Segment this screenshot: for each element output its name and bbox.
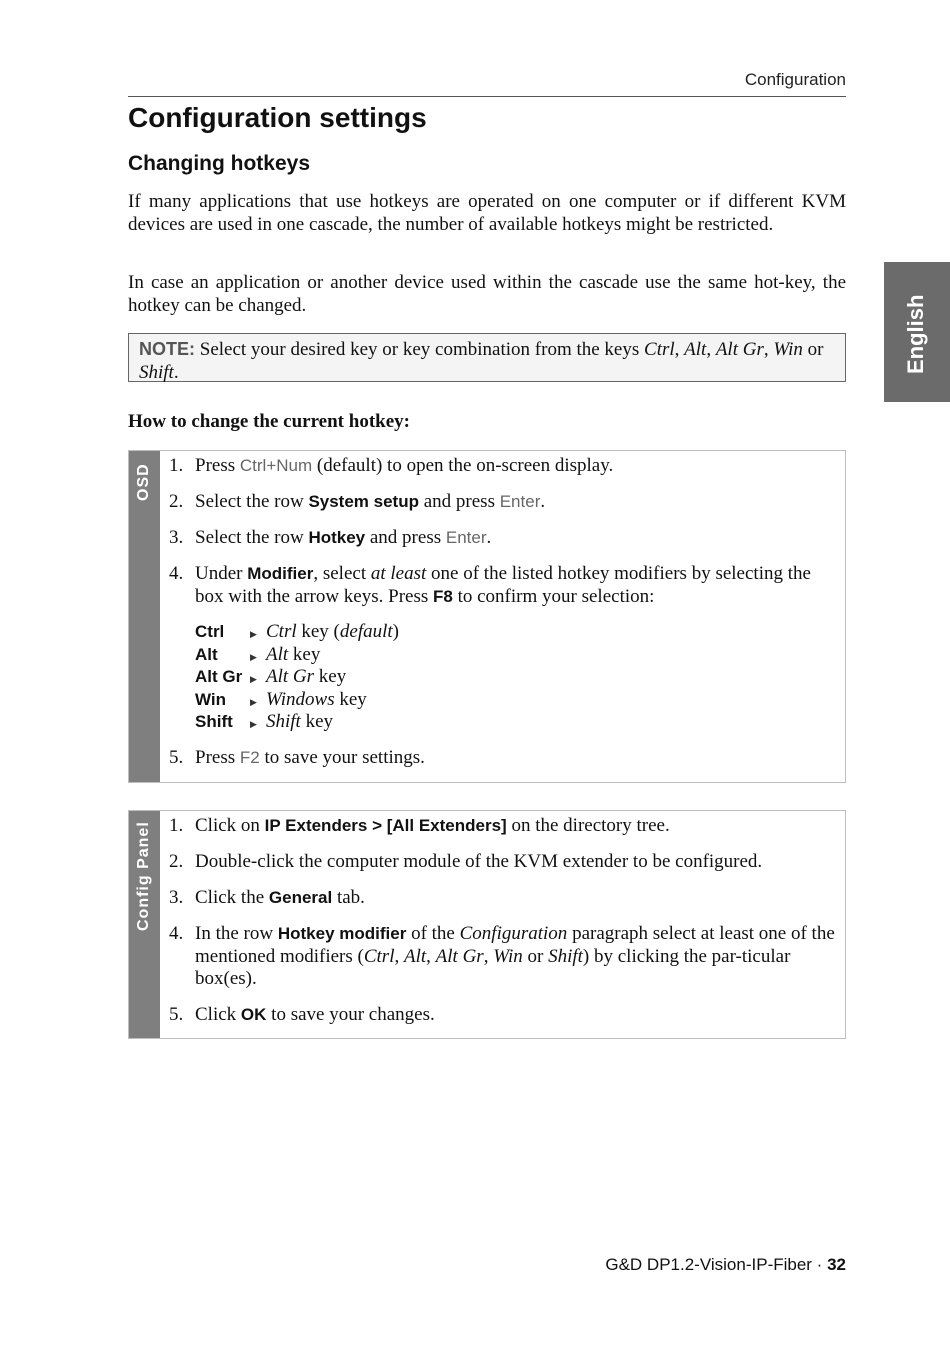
step-text: paragraph select at least one of the mentioned modifiers ( bbox=[195, 923, 835, 967]
step-text: In the row bbox=[195, 923, 278, 944]
step-text: ) by clicking the par-ticular box(es). bbox=[195, 945, 791, 989]
note-end: . bbox=[173, 361, 179, 383]
triangle-right-icon: ▶ bbox=[250, 719, 257, 729]
config-panel-instructions-box bbox=[128, 810, 846, 1039]
modifier-desc-em: Shift bbox=[266, 711, 301, 732]
step-number: 3. bbox=[169, 887, 184, 908]
step-text: to confirm your selection: bbox=[452, 585, 655, 607]
triangle-right-icon: ▶ bbox=[250, 674, 257, 684]
row-system-setup: System setup bbox=[308, 492, 419, 511]
config-panel-label: Config Panel bbox=[134, 821, 152, 931]
osd-steps bbox=[169, 455, 837, 783]
modifier-desc bbox=[266, 644, 320, 667]
step-text: (default) to open the on-screen display. bbox=[312, 455, 614, 476]
path-ip-extenders: IP Extenders > [All Extenders] bbox=[264, 816, 507, 835]
modifier-desc-text: ) bbox=[392, 621, 399, 642]
sep: , bbox=[426, 945, 436, 967]
note-label: NOTE: bbox=[139, 339, 195, 359]
osd-step-4 bbox=[169, 563, 837, 734]
osd-instructions-box bbox=[128, 450, 846, 783]
osd-sidebar bbox=[129, 451, 160, 782]
step-number: 3. bbox=[169, 527, 184, 548]
step-text: . bbox=[540, 491, 546, 512]
intro-paragraph-2: In case an application or another device used within the cascade use the same hot-key, the hotkey can be changed. bbox=[128, 272, 846, 316]
modifier-shift: Shift bbox=[548, 945, 583, 967]
config-panel-steps bbox=[169, 815, 837, 1040]
key-f8: F8 bbox=[433, 586, 453, 606]
how-to-heading: How to change the current hotkey: bbox=[128, 411, 410, 432]
modifier-desc-text: key bbox=[288, 643, 321, 665]
osd-step-2 bbox=[169, 491, 837, 514]
step-text: and press bbox=[365, 527, 446, 548]
step-text: Press bbox=[195, 455, 240, 476]
modifier-key: Alt Gr bbox=[195, 667, 243, 686]
step-text: Click the bbox=[195, 887, 269, 908]
step-text: Click bbox=[195, 1004, 241, 1025]
footer-product: G&D DP1.2-Vision-IP-Fiber · bbox=[605, 1255, 828, 1274]
modifier-key: Shift bbox=[195, 712, 233, 731]
step-emphasis: Configuration bbox=[459, 923, 568, 944]
step-text: Click on bbox=[195, 815, 265, 836]
note-text: Select your desired key or key combination from the keys bbox=[195, 339, 645, 360]
config-panel-sidebar bbox=[129, 811, 160, 1038]
intro-paragraph-1: If many applications that use hotkeys are operated on one computer or if different KVM devices are used in one cascade, the number of available hotkeys might be restricted. bbox=[128, 191, 846, 235]
modifier-desc-em: Ctrl bbox=[266, 621, 297, 642]
modifier-table bbox=[195, 621, 837, 734]
osd-step-1 bbox=[169, 455, 837, 478]
step-text: Select the row bbox=[195, 491, 309, 512]
step-number: 5. bbox=[169, 1004, 184, 1025]
button-ok: OK bbox=[240, 1005, 267, 1024]
note-key-alt: Alt bbox=[684, 339, 707, 360]
modifier-desc-em: Windows bbox=[266, 688, 335, 710]
modifier-desc bbox=[266, 666, 346, 689]
modifier-desc-em: Alt bbox=[266, 643, 289, 665]
step-text: Select the row bbox=[195, 527, 309, 548]
step-number: 1. bbox=[169, 815, 184, 836]
triangle-right-icon: ▶ bbox=[250, 651, 257, 662]
step-text: Press bbox=[195, 747, 240, 768]
modifier-row bbox=[195, 666, 837, 689]
modifier-alt: Alt bbox=[403, 945, 427, 967]
modifier-key: Ctrl bbox=[195, 622, 225, 641]
note-sep: , bbox=[706, 339, 716, 360]
modifier-desc bbox=[266, 621, 399, 644]
modifier-desc-em: Alt Gr bbox=[266, 666, 315, 687]
modifier-desc-text: key bbox=[300, 711, 334, 732]
key-f2: F2 bbox=[239, 748, 260, 767]
modifier-desc-text: key bbox=[334, 688, 367, 710]
step-number: 4. bbox=[169, 563, 184, 584]
note-key-altgr: Alt Gr bbox=[715, 339, 764, 360]
modifier-desc bbox=[266, 711, 333, 734]
note-sep: , bbox=[763, 339, 774, 360]
key-ctrl-num: Ctrl+Num bbox=[239, 456, 313, 475]
note-key-ctrl: Ctrl bbox=[644, 339, 675, 360]
modifier-row bbox=[195, 711, 837, 734]
step-text: on the directory tree. bbox=[506, 815, 670, 836]
section-title: Changing hotkeys bbox=[128, 152, 311, 175]
page-number: 32 bbox=[827, 1255, 846, 1274]
header-section: Configuration bbox=[744, 70, 846, 89]
modifier-row bbox=[195, 689, 837, 712]
osd-step-3 bbox=[169, 527, 837, 550]
modifier-desc-em: default bbox=[339, 621, 393, 642]
step-number: 5. bbox=[169, 747, 184, 768]
step-number: 2. bbox=[169, 851, 184, 872]
note-key-shift: Shift bbox=[139, 361, 174, 383]
step-text: Double-click the computer module of the KVM extender to be configured. bbox=[195, 851, 763, 872]
triangle-right-icon: ▶ bbox=[250, 696, 257, 707]
triangle-right-icon: ▶ bbox=[250, 629, 257, 639]
running-header bbox=[128, 70, 846, 97]
modifier-desc bbox=[266, 689, 367, 712]
modifier-key: Alt bbox=[195, 644, 218, 664]
note-sep: , bbox=[674, 339, 685, 360]
modifier-desc-text: key bbox=[314, 666, 347, 687]
step-text: Under bbox=[195, 563, 248, 584]
step-number: 2. bbox=[169, 491, 184, 512]
modifier-win: Win bbox=[493, 945, 523, 967]
step-emphasis: at least bbox=[370, 563, 427, 584]
key-enter: Enter bbox=[445, 528, 487, 547]
step-number: 1. bbox=[169, 455, 184, 476]
step-text: tab. bbox=[332, 887, 365, 908]
page-footer bbox=[605, 1255, 846, 1275]
row-hotkey: Hotkey bbox=[308, 528, 366, 547]
row-hotkey-modifier: Hotkey modifier bbox=[277, 924, 407, 943]
sep: , bbox=[394, 945, 404, 967]
config-step-1 bbox=[169, 815, 837, 838]
key-enter: Enter bbox=[499, 492, 541, 511]
page-title: Configuration settings bbox=[128, 102, 427, 133]
sep: , bbox=[483, 945, 494, 967]
note-key-win: Win bbox=[773, 339, 803, 360]
step-text: . bbox=[486, 527, 492, 548]
modifier-key: Win bbox=[195, 689, 227, 709]
note-sep: or bbox=[802, 339, 824, 360]
tab-general: General bbox=[268, 888, 333, 907]
note-box bbox=[128, 333, 846, 382]
step-text: to save your changes. bbox=[266, 1004, 435, 1025]
row-modifier: Modifier bbox=[247, 564, 314, 583]
config-step-2 bbox=[169, 851, 837, 874]
language-tab bbox=[884, 262, 950, 402]
step-text: one of the listed hotkey modifiers by selecting the box with the arrow keys. Press bbox=[195, 563, 811, 607]
sep: or bbox=[522, 945, 549, 967]
config-step-4 bbox=[169, 923, 837, 991]
modifier-row bbox=[195, 621, 837, 644]
modifier-row bbox=[195, 644, 837, 667]
modifier-ctrl: Ctrl bbox=[363, 945, 395, 967]
step-text: , select bbox=[313, 563, 371, 584]
language-tab-label: English bbox=[903, 294, 928, 374]
osd-step-5 bbox=[169, 747, 837, 770]
step-text: of the bbox=[406, 923, 460, 944]
step-text: to save your settings. bbox=[259, 747, 425, 768]
modifier-altgr: Alt Gr bbox=[435, 945, 484, 967]
step-number: 4. bbox=[169, 923, 184, 944]
config-step-5 bbox=[169, 1004, 837, 1027]
config-step-3 bbox=[169, 887, 837, 910]
modifier-desc-text: key ( bbox=[296, 621, 340, 642]
step-text: and press bbox=[418, 491, 500, 512]
osd-label: OSD bbox=[134, 463, 152, 501]
